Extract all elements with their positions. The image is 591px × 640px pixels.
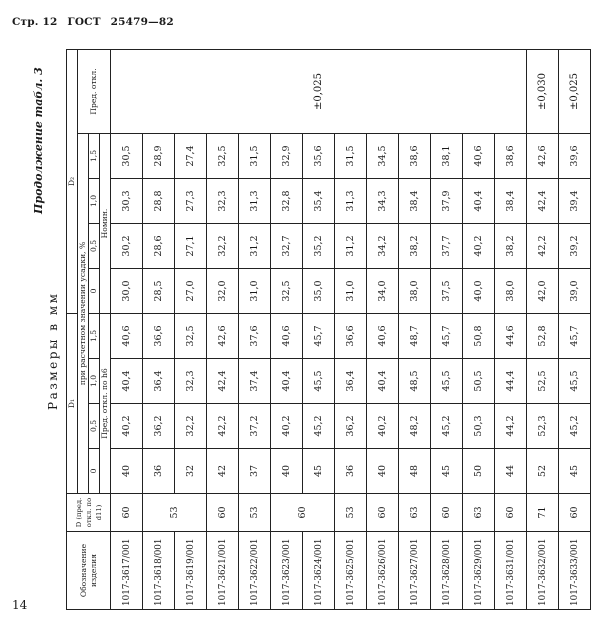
- header-shrink-col: 1,5: [89, 133, 100, 178]
- cell-designation: 1017-3628/001: [431, 532, 463, 610]
- cell-d2: 27,4: [175, 133, 207, 178]
- cell-d1: 44,4: [495, 359, 527, 404]
- cell-d2: 28,6: [143, 223, 175, 268]
- cell-d1: 40,2: [111, 404, 143, 449]
- header-tolerance-h6: Пред. откл. по h6: [100, 313, 111, 493]
- cell-d1: 36,2: [335, 404, 367, 449]
- cell-d2: 35,2: [303, 223, 335, 268]
- cell-d2: 38,0: [495, 268, 527, 313]
- header-nominal: Номин.: [100, 133, 111, 313]
- table-row: [559, 49, 591, 609]
- cell-d2: 38,2: [495, 223, 527, 268]
- cell-d2: 38,1: [431, 133, 463, 178]
- cell-d1: 36: [143, 449, 175, 494]
- table-row: [495, 49, 527, 609]
- cell-designation: 1017-3629/001: [463, 532, 495, 610]
- cell-d1: 50,8: [463, 313, 495, 358]
- cell-d2: 38,6: [399, 133, 431, 178]
- cell-d2: 31,2: [335, 223, 367, 268]
- cell-d1: 36,6: [143, 313, 175, 358]
- cell-d2: 32,5: [271, 268, 303, 313]
- cell-d2: 32,2: [207, 223, 239, 268]
- header-shrink-col: 0,5: [89, 404, 100, 449]
- cell-d1: 45: [431, 449, 463, 494]
- cell-tolerance-025-last: ±0,025: [559, 49, 591, 133]
- cell-d1: 32,5: [175, 313, 207, 358]
- cell-d2: 42,0: [527, 268, 559, 313]
- cell-d2: 34,2: [367, 223, 399, 268]
- cell-d1: 45,7: [431, 313, 463, 358]
- cell-d2: 38,2: [399, 223, 431, 268]
- cell-designation: 1017-3631/001: [495, 532, 527, 610]
- cell-d1: 48,7: [399, 313, 431, 358]
- cell-d2: 38,4: [495, 178, 527, 223]
- cell-d1: 45,2: [431, 404, 463, 449]
- cell-d1: 52,8: [527, 313, 559, 358]
- table-row: [143, 49, 175, 609]
- cell-d1: 48: [399, 449, 431, 494]
- table-row: [239, 49, 271, 609]
- cell-d1: 40,2: [367, 404, 399, 449]
- cell-D: 63: [399, 494, 431, 532]
- cell-d1: 52,3: [527, 404, 559, 449]
- cell-d2: 32,3: [207, 178, 239, 223]
- cell-designation: 1017-3627/001: [399, 532, 431, 610]
- cell-D: 53: [239, 494, 271, 532]
- cell-d2: 34,3: [367, 178, 399, 223]
- cell-designation: 1017-3618/001: [143, 532, 175, 610]
- cell-d2: 37,5: [431, 268, 463, 313]
- cell-d2: 32,9: [271, 133, 303, 178]
- cell-d1: 50,3: [463, 404, 495, 449]
- table-row: [431, 49, 463, 609]
- header-shrink-col: 0,5: [89, 223, 100, 268]
- cell-d1: 40,6: [271, 313, 303, 358]
- cell-d1: 36,2: [143, 404, 175, 449]
- header-shrink-col: 0: [89, 449, 100, 494]
- table-row: [111, 49, 143, 609]
- continuation-label: Продолжение табл. 3: [32, 67, 45, 214]
- header-D2: D₂: [67, 49, 78, 313]
- cell-d2: 31,0: [239, 268, 271, 313]
- cell-d2: 39,4: [559, 178, 591, 223]
- cell-d1: 44: [495, 449, 527, 494]
- header-shrink-col: 1,0: [89, 359, 100, 404]
- page-header: [12, 16, 180, 28]
- header-shrinkage: при расчетном значении усадки, %: [78, 133, 89, 493]
- header-designation: Обозначение изделия: [67, 532, 111, 610]
- cell-D: 71: [527, 494, 559, 532]
- cell-D: 63: [463, 494, 495, 532]
- cell-d2: 30,2: [111, 223, 143, 268]
- cell-designation: 1017-3625/001: [335, 532, 367, 610]
- cell-d2: 40,6: [463, 133, 495, 178]
- cell-d1: 45: [303, 449, 335, 494]
- cell-d1: 37,2: [239, 404, 271, 449]
- standard-number: 25479—82: [110, 16, 174, 28]
- cell-d2: 30,3: [111, 178, 143, 223]
- table-row: [207, 49, 239, 609]
- cell-d1: 37: [239, 449, 271, 494]
- cell-d2: 40,4: [463, 178, 495, 223]
- cell-d2: 31,2: [239, 223, 271, 268]
- cell-designation: 1017-3617/001: [111, 532, 143, 610]
- table-row: [335, 49, 367, 609]
- cell-d1: 32,3: [175, 359, 207, 404]
- cell-d1: 32,2: [175, 404, 207, 449]
- cell-d2: 31,5: [335, 133, 367, 178]
- cell-d1: 45,2: [559, 404, 591, 449]
- cell-d1: 45,5: [559, 359, 591, 404]
- cell-designation: 1017-3624/001: [303, 532, 335, 610]
- cell-d1: 40,2: [271, 404, 303, 449]
- cell-d2: 27,3: [175, 178, 207, 223]
- cell-D: 60: [431, 494, 463, 532]
- cell-designation: 1017-3632/001: [527, 532, 559, 610]
- cell-d1: 45,5: [431, 359, 463, 404]
- cell-d2: 32,8: [271, 178, 303, 223]
- table-row: [367, 49, 399, 609]
- cell-D: 60: [207, 494, 239, 532]
- cell-designation: 1017-3622/001: [239, 532, 271, 610]
- header-shrink-col: 0: [89, 268, 100, 313]
- header-shrink-col: 1,5: [89, 313, 100, 358]
- cell-d1: 40,4: [111, 359, 143, 404]
- rotated-table-block: [30, 50, 580, 610]
- cell-d2: 35,0: [303, 268, 335, 313]
- cell-tolerance-030: ±0,030: [527, 49, 559, 133]
- cell-d2: 28,9: [143, 133, 175, 178]
- table-row: [399, 49, 431, 609]
- cell-d1: 36: [335, 449, 367, 494]
- table-title: Размеры в мм: [46, 291, 60, 410]
- cell-d2: 40,2: [463, 223, 495, 268]
- cell-d1: 36,4: [143, 359, 175, 404]
- cell-d1: 45,7: [303, 313, 335, 358]
- table-row: [463, 49, 495, 609]
- standard-label: ГОСТ: [67, 16, 101, 28]
- cell-d2: 39,6: [559, 133, 591, 178]
- cell-d2: 42,6: [527, 133, 559, 178]
- cell-d2: 35,6: [303, 133, 335, 178]
- cell-d2: 32,0: [207, 268, 239, 313]
- cell-designation: 1017-3621/001: [207, 532, 239, 610]
- header-D1: D₁: [67, 313, 78, 493]
- cell-d2: 42,2: [527, 223, 559, 268]
- cell-d1: 42,6: [207, 313, 239, 358]
- cell-d2: 27,1: [175, 223, 207, 268]
- cell-d1: 32: [175, 449, 207, 494]
- dimensions-table: [66, 49, 591, 610]
- cell-d2: 31,0: [335, 268, 367, 313]
- cell-d1: 40,6: [111, 313, 143, 358]
- cell-d1: 37,4: [239, 359, 271, 404]
- cell-d2: 31,3: [335, 178, 367, 223]
- cell-d1: 50: [463, 449, 495, 494]
- cell-d1: 37,6: [239, 313, 271, 358]
- cell-d2: 39,2: [559, 223, 591, 268]
- cell-d1: 45: [559, 449, 591, 494]
- cell-D: 53: [335, 494, 367, 532]
- cell-d1: 44,2: [495, 404, 527, 449]
- cell-D: 53: [143, 494, 207, 532]
- cell-d2: 35,4: [303, 178, 335, 223]
- cell-d2: 40,0: [463, 268, 495, 313]
- header-shrink-col: 1,0: [89, 178, 100, 223]
- cell-d1: 52,5: [527, 359, 559, 404]
- cell-d2: 38,4: [399, 178, 431, 223]
- cell-D: 60: [495, 494, 527, 532]
- cell-D: 60: [559, 494, 591, 532]
- cell-d2: 37,9: [431, 178, 463, 223]
- cell-D: 60: [271, 494, 335, 532]
- cell-d1: 50,5: [463, 359, 495, 404]
- cell-d1: 45,7: [559, 313, 591, 358]
- cell-d1: 45,2: [303, 404, 335, 449]
- cell-designation: 1017-3626/001: [367, 532, 399, 610]
- cell-D: 60: [111, 494, 143, 532]
- cell-d1: 40,4: [367, 359, 399, 404]
- header-D: D (пред. откл. по d11): [67, 494, 111, 532]
- cell-d1: 48,2: [399, 404, 431, 449]
- cell-d2: 30,5: [111, 133, 143, 178]
- cell-d2: 34,0: [367, 268, 399, 313]
- table-row: [271, 49, 303, 609]
- cell-d2: 42,4: [527, 178, 559, 223]
- cell-d2: 32,7: [271, 223, 303, 268]
- cell-d1: 52: [527, 449, 559, 494]
- cell-D: 60: [367, 494, 399, 532]
- page-number: 14: [12, 598, 28, 612]
- cell-d1: 40: [367, 449, 399, 494]
- cell-d2: 32,5: [207, 133, 239, 178]
- cell-d2: 37,7: [431, 223, 463, 268]
- cell-d2: 27,0: [175, 268, 207, 313]
- cell-d2: 39,0: [559, 268, 591, 313]
- page-label: Стр. 12: [12, 16, 58, 28]
- cell-d2: 28,8: [143, 178, 175, 223]
- cell-d1: 36,6: [335, 313, 367, 358]
- cell-d2: 34,5: [367, 133, 399, 178]
- cell-d1: 44,6: [495, 313, 527, 358]
- cell-d1: 40,6: [367, 313, 399, 358]
- cell-d1: 42,2: [207, 404, 239, 449]
- cell-d2: 30,0: [111, 268, 143, 313]
- cell-designation: 1017-3619/001: [175, 532, 207, 610]
- cell-d2: 38,6: [495, 133, 527, 178]
- cell-designation: 1017-3633/001: [559, 532, 591, 610]
- cell-tolerance-025: ±0,025: [111, 49, 527, 133]
- header-tolerance: Пред. откл.: [78, 49, 111, 133]
- cell-d1: 45,5: [303, 359, 335, 404]
- cell-d1: 40,4: [271, 359, 303, 404]
- cell-d1: 40: [271, 449, 303, 494]
- cell-d1: 48,5: [399, 359, 431, 404]
- cell-d1: 42,4: [207, 359, 239, 404]
- cell-d1: 40: [111, 449, 143, 494]
- table-row: [527, 49, 559, 609]
- cell-d2: 31,3: [239, 178, 271, 223]
- cell-d1: 42: [207, 449, 239, 494]
- cell-designation: 1017-3623/001: [271, 532, 303, 610]
- cell-d2: 28,5: [143, 268, 175, 313]
- cell-d2: 31,5: [239, 133, 271, 178]
- cell-d1: 36,4: [335, 359, 367, 404]
- cell-d2: 38,0: [399, 268, 431, 313]
